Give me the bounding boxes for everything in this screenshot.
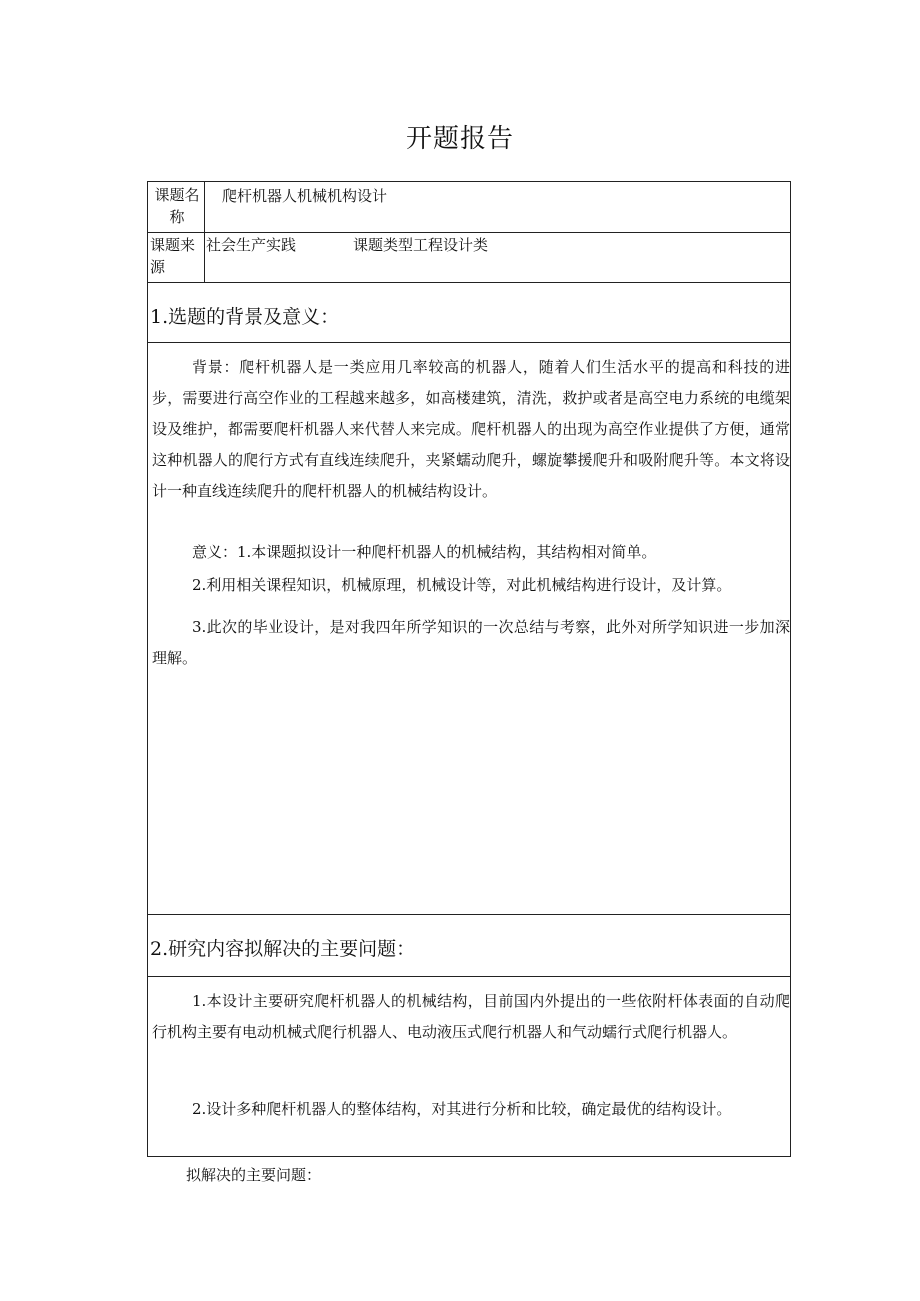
- meaning-item-2: 2.利用相关课程知识，机械原理，机械设计等，对此机械结构进行设计，及计算。: [192, 576, 732, 594]
- source-value: 社会生产实践: [206, 236, 297, 254]
- row-divider: [148, 282, 790, 283]
- meaning-item-3: 3.此次的毕业设计，是对我四年所学知识的一次总结与考察，此外对所学知识进一步加深理解。: [152, 618, 790, 667]
- type-field: [353, 234, 488, 256]
- row-divider: [148, 976, 790, 977]
- type-label: 课题类型: [353, 236, 414, 254]
- topic-name-label: 课题名称: [154, 186, 200, 226]
- row-divider: [148, 232, 790, 233]
- row-divider: [148, 342, 790, 343]
- source-label: 课题来源: [150, 236, 196, 276]
- research-item-1: 1.本设计主要研究爬杆机器人的机械结构，目前国内外提出的一些依附杆体表面的自动爬行机构主要有电动机械式爬行机器人、电动液压式爬行机器人和气动蠕行式爬行机器人。: [152, 992, 790, 1041]
- meaning-item-1: 意义：1.本课题拟设计一种爬杆机器人的机械结构，其结构相对简单。: [192, 543, 657, 561]
- report-table: [147, 181, 791, 1157]
- research-item-2: 2.设计多种爬杆机器人的整体结构，对其进行分析和比较，确定最优的结构设计。: [192, 1100, 732, 1118]
- page-title: 开题报告: [405, 124, 514, 154]
- after-table-text: 拟解决的主要问题：: [186, 1166, 322, 1184]
- section1-heading: 1.选题的背景及意义：: [150, 306, 340, 328]
- section2-heading: 2.研究内容拟解决的主要问题：: [150, 938, 416, 960]
- background-paragraph: 背景：爬杆机器人是一类应用几率较高的机器人，随着人们生活水平的提高和科技的进步，需要进行高空作业的工程越来越多，如高楼建筑，清洗，救护或者是高空电力系统的电缆架设及维护，都需要爬杆机器人来代替人来完成。爬杆机器人的出现为高空作业提供了方便，通常这种机器人的爬行方式有直线连续爬升，夹紧蠕动爬升，螺旋攀援爬升和吸附爬升等。本文将设计一种直线连续爬升的爬杆机器人的机械结构设计。: [152, 358, 790, 500]
- type-value: 工程设计类: [413, 236, 489, 254]
- topic-name-value: 爬杆机器人机械机构设计: [222, 187, 388, 205]
- column-divider: [204, 182, 205, 282]
- row-divider: [148, 914, 790, 915]
